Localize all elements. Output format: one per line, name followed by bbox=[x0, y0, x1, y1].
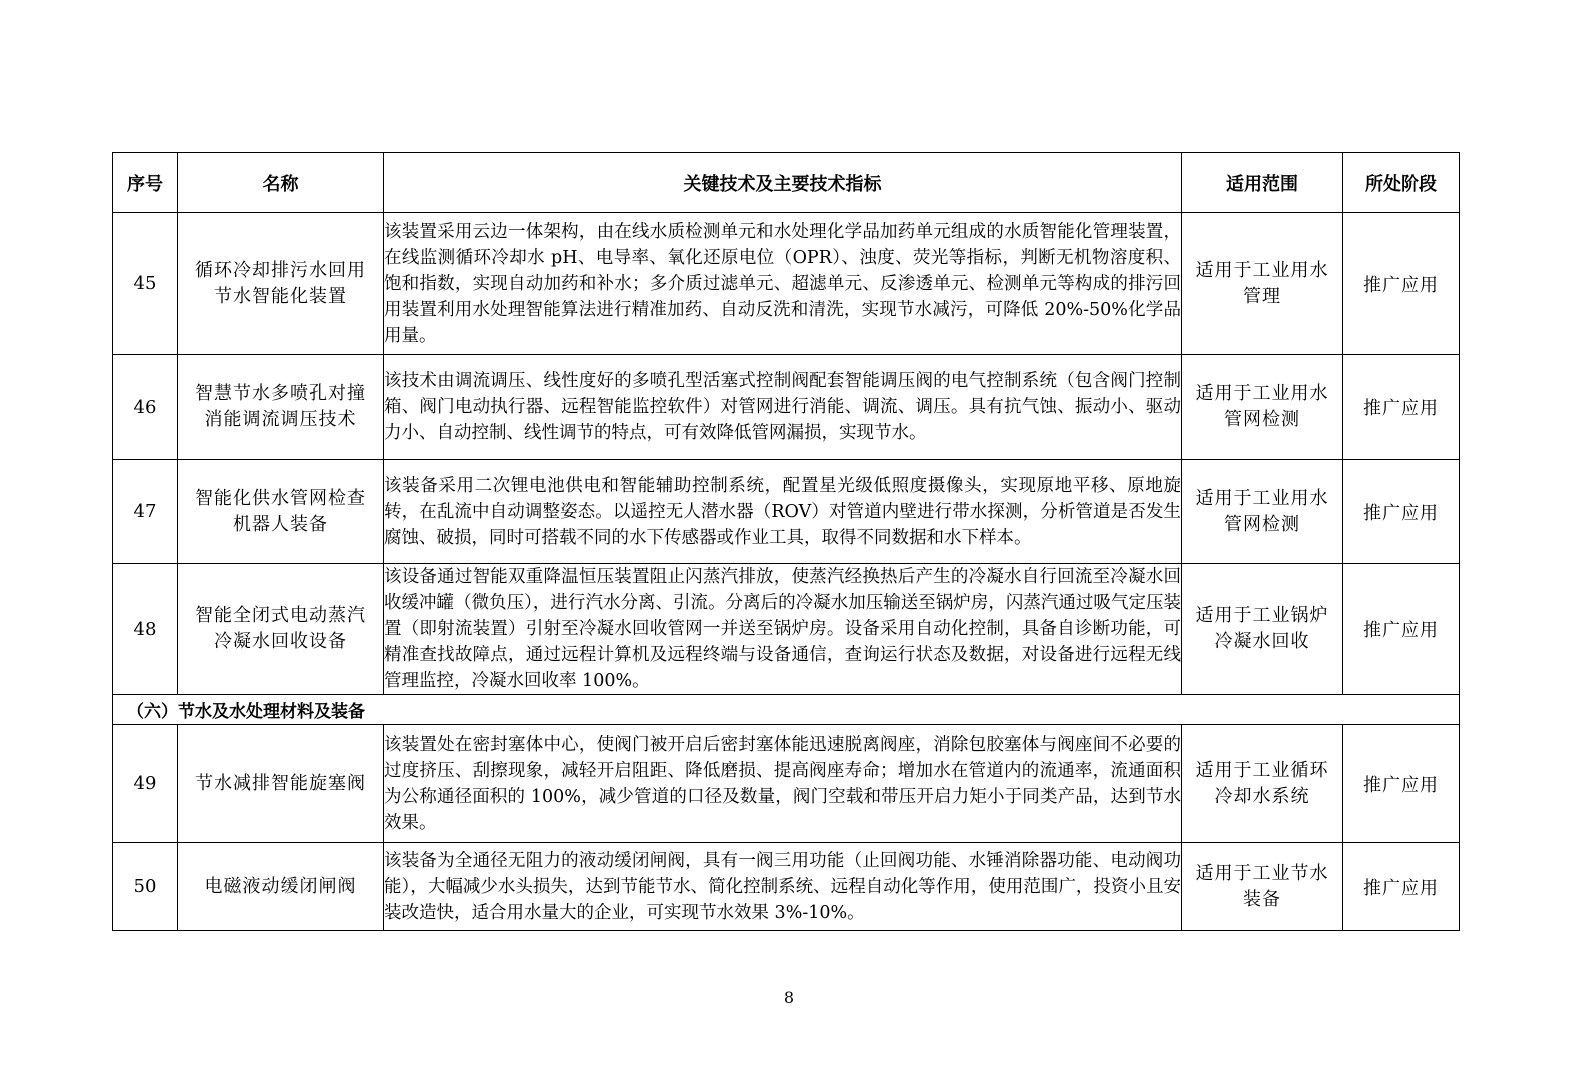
row-scope-line: 适用于工业用水 bbox=[1195, 383, 1329, 404]
row-name-line: 智能全闭式电动蒸汽 bbox=[195, 605, 366, 626]
row-name bbox=[178, 213, 384, 355]
section-heading: （六）节水及水处理材料及装备 bbox=[113, 695, 1460, 725]
table-row bbox=[113, 355, 1460, 460]
row-name-line: 冷凝水回收设备 bbox=[214, 631, 347, 652]
row-name-line: 节水减排智能旋塞阀 bbox=[195, 772, 366, 794]
row-scope-line: 冷凝水回收 bbox=[1214, 631, 1310, 652]
row-number: 45 bbox=[113, 213, 178, 355]
page-number: 8 bbox=[783, 988, 795, 1007]
table-row bbox=[113, 843, 1460, 931]
row-number: 50 bbox=[113, 843, 178, 931]
row-scope-line: 管理 bbox=[1243, 285, 1281, 307]
row-name bbox=[178, 564, 384, 695]
row-description: 该设备通过智能双重降温恒压装置阻止闪蒸汽排放，使蒸汽经换热后产生的冷凝水自行回流至冷凝水回收缓冲罐（微负压），进行汽水分离、引流。分离后的冷凝水加压输送至锅炉房，闪蒸汽通过吸气定压装置（即射流装置）引射至冷凝水回收管网一并送至锅炉房。设备采用自动化控制，具备自诊断功能，可精准查找故障点，通过远程计算机及远程终端与设备通信，查询运行状态及数据，对设备进行远程无线管理监控，冷凝水回收率 100%。 bbox=[384, 564, 1182, 695]
section-row bbox=[113, 695, 1460, 725]
row-stage: 推广应用 bbox=[1343, 213, 1460, 355]
row-description: 该装置采用云边一体架构，由在线水质检测单元和水处理化学品加药单元组成的水质智能化管理装置，在线监测循环冷却水 pH、电导率、氧化还原电位（OPR）、浊度、荧光等指标，判断无机物溶度积、饱和指数，实现自动加药和补水；多介质过滤单元、超滤单元、反渗透单元、检测单元等构成的排污回用装置利用水处理智能算法进行精准加药、自动反洗和清洗，实现节水减污，可降低 20%-50%化学品用量。 bbox=[384, 213, 1182, 355]
row-scope-line: 冷却水系统 bbox=[1214, 785, 1310, 807]
row-name bbox=[178, 355, 384, 460]
row-name-line: 循环冷却排污水回用 bbox=[195, 259, 366, 281]
row-stage: 推广应用 bbox=[1343, 843, 1460, 931]
row-scope bbox=[1182, 213, 1343, 355]
row-name bbox=[178, 843, 384, 931]
table-row bbox=[113, 213, 1460, 355]
row-scope bbox=[1182, 564, 1343, 695]
row-scope-line: 适用于工业用水 bbox=[1195, 487, 1329, 509]
row-scope bbox=[1182, 843, 1343, 931]
row-description: 该装备为全通径无阻力的液动缓闭闸阀，具有一阀三用功能（止回阀功能、水锤消除器功能、电动阀功能），大幅减少水头损失，达到节能节水、简化控制系统、远程自动化等作用，使用范围广，投资小且安装改造快，适合用水量大的企业，可实现节水效果 3%-10%。 bbox=[384, 843, 1182, 931]
row-description: 该装置处在密封塞体中心，使阀门被开启后密封塞体能迅速脱离阀座，消除包胶塞体与阀座间不必要的过度挤压、刮擦现象，减轻开启阻距、降低磨损、提高阀座寿命；增加水在管道内的流通率，流通面积为公称通径面积的 100%，减少管道的口径及数量，阀门空载和带压开启力矩小于同类产品，达到节水效果。 bbox=[384, 725, 1182, 843]
row-number: 49 bbox=[113, 725, 178, 843]
row-scope-line: 管网检测 bbox=[1224, 409, 1300, 430]
row-stage: 推广应用 bbox=[1343, 725, 1460, 843]
row-name-line: 消能调流调压技术 bbox=[204, 409, 357, 430]
header-stage: 所处阶段 bbox=[1343, 153, 1460, 213]
row-number: 47 bbox=[113, 460, 178, 564]
row-stage: 推广应用 bbox=[1343, 460, 1460, 564]
header-name: 名称 bbox=[178, 153, 384, 213]
table-header-row bbox=[113, 153, 1460, 213]
row-scope-line: 适用于工业锅炉 bbox=[1195, 605, 1329, 626]
table-row bbox=[113, 460, 1460, 564]
row-scope-line: 适用于工业用水 bbox=[1195, 259, 1329, 281]
row-stage: 推广应用 bbox=[1343, 355, 1460, 460]
row-name-line: 智能化供水管网检查 bbox=[195, 487, 366, 509]
row-name-line: 智慧节水多喷孔对撞 bbox=[195, 383, 366, 404]
table-row bbox=[113, 564, 1460, 695]
row-number: 46 bbox=[113, 355, 178, 460]
row-name bbox=[178, 725, 384, 843]
row-scope bbox=[1182, 725, 1343, 843]
header-number: 序号 bbox=[113, 153, 178, 213]
header-key-technology: 关键技术及主要技术指标 bbox=[384, 153, 1182, 213]
row-scope-line: 适用于工业循环 bbox=[1195, 759, 1329, 781]
row-scope-line: 管网检测 bbox=[1224, 513, 1300, 535]
row-name-line: 机器人装备 bbox=[233, 513, 328, 535]
row-scope bbox=[1182, 355, 1343, 460]
technology-table bbox=[112, 152, 1460, 931]
row-name-line: 电磁液动缓闭闸阀 bbox=[204, 875, 357, 897]
row-name bbox=[178, 460, 384, 564]
row-scope bbox=[1182, 460, 1343, 564]
header-scope: 适用范围 bbox=[1182, 153, 1343, 213]
row-stage: 推广应用 bbox=[1343, 564, 1460, 695]
row-description: 该技术由调流调压、线性度好的多喷孔型活塞式控制阀配套智能调压阀的电气控制系统（包含阀门控制箱、阀门电动执行器、远程智能监控软件）对管网进行消能、调流、调压。具有抗气蚀、振动小、驱动力小、自动控制、线性调节的特点，可有效降低管网漏损，实现节水。 bbox=[384, 355, 1182, 460]
row-scope-line: 适用于工业节水 bbox=[1195, 862, 1329, 884]
row-description: 该装备采用二次锂电池供电和智能辅助控制系统，配置星光级低照度摄像头，实现原地平移、原地旋转，在乱流中自动调整姿态。以遥控无人潜水器（ROV）对管道内壁进行带水探测，分析管道是否发生腐蚀、破损，同时可搭载不同的水下传感器或作业工具，取得不同数据和水下样本。 bbox=[384, 460, 1182, 564]
row-scope-line: 装备 bbox=[1243, 888, 1281, 910]
row-number: 48 bbox=[113, 564, 178, 695]
row-name-line: 节水智能化装置 bbox=[214, 285, 347, 307]
table-row bbox=[113, 725, 1460, 843]
